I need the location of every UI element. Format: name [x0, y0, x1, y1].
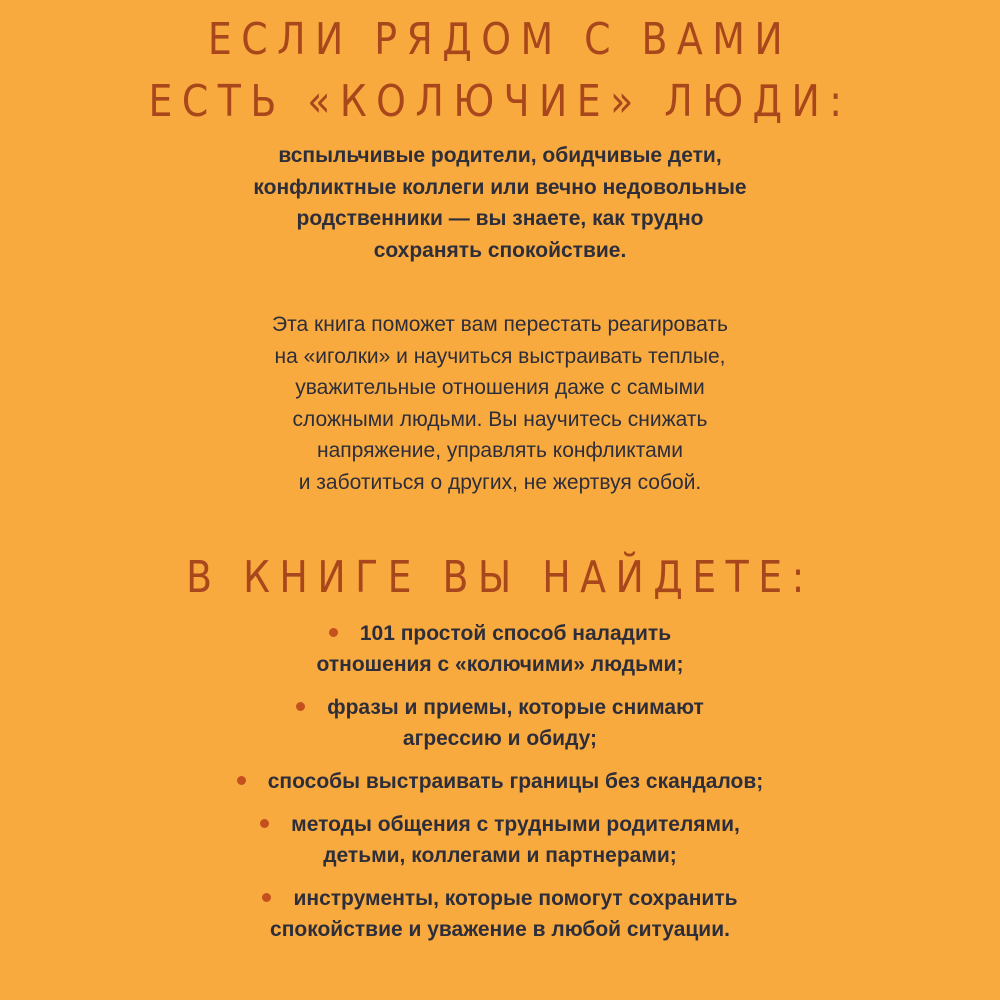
list-item-line: детьми, коллегами и партнерами; [323, 844, 677, 867]
bullet-dot-icon [262, 893, 271, 902]
features-list [0, 618, 1000, 945]
description-line: на «иголки» и научиться выстраивать теплые, [274, 344, 726, 368]
intro-line: вспыльчивые родители, обидчивые дети, [278, 144, 722, 167]
intro-line: конфликтные коллеги или вечно недовольные [253, 175, 747, 199]
bullet-dot-icon [296, 702, 305, 711]
list-item-text: фразы и приемы, которые снимают [327, 696, 704, 719]
list-item-text: 101 простой способ наладить [359, 622, 672, 645]
list-item-line [0, 809, 1000, 840]
list-item-line: спокойствие и уважение в любой ситуации. [270, 918, 730, 941]
description-line: напряжение, управлять конфликтами [317, 439, 683, 462]
headline-line-2: ЕСТЬ «КОЛЮЧИЕ» ЛЮДИ: [148, 76, 852, 127]
intro-line: родственники — вы знаете, как трудно [296, 207, 704, 230]
intro-line: сохранять спокойствие. [373, 238, 627, 262]
description-line: и заботиться о других, не жертвуя собой. [298, 470, 702, 494]
description-line: уважительные отношения даже с самыми [295, 376, 705, 399]
list-item-line: отношения с «колючими» людьми; [316, 653, 684, 676]
intro-paragraph [0, 140, 1000, 266]
bullet-dot-icon [329, 628, 338, 637]
list-item-line [0, 883, 1000, 914]
headline-line-1: ЕСЛИ РЯДОМ С ВАМИ [207, 14, 793, 65]
list-item [0, 692, 1000, 754]
list-item [0, 766, 1000, 797]
list-item-text: методы общения с трудными родителями, [291, 813, 740, 836]
bullet-dot-icon [237, 776, 246, 785]
list-item-text: способы выстраивать границы без скандалов; [267, 770, 764, 793]
list-item-line [0, 692, 1000, 723]
list-item-text: инструменты, которые помогут сохранить [293, 887, 738, 910]
description-line: Эта книга поможет вам перестать реагировать [272, 313, 728, 336]
list-item [0, 883, 1000, 945]
list-item-line [0, 766, 1000, 797]
list-item [0, 809, 1000, 871]
list-item-line [0, 618, 1000, 649]
list-item-line: агрессию и обиду; [402, 727, 598, 750]
description-line: сложными людьми. Вы научитесь снижать [292, 407, 708, 431]
section-heading: В КНИГЕ ВЫ НАЙДЕТЕ: [186, 552, 814, 603]
bullet-dot-icon [260, 819, 269, 828]
description-paragraph [0, 309, 1000, 498]
list-item [0, 618, 1000, 680]
